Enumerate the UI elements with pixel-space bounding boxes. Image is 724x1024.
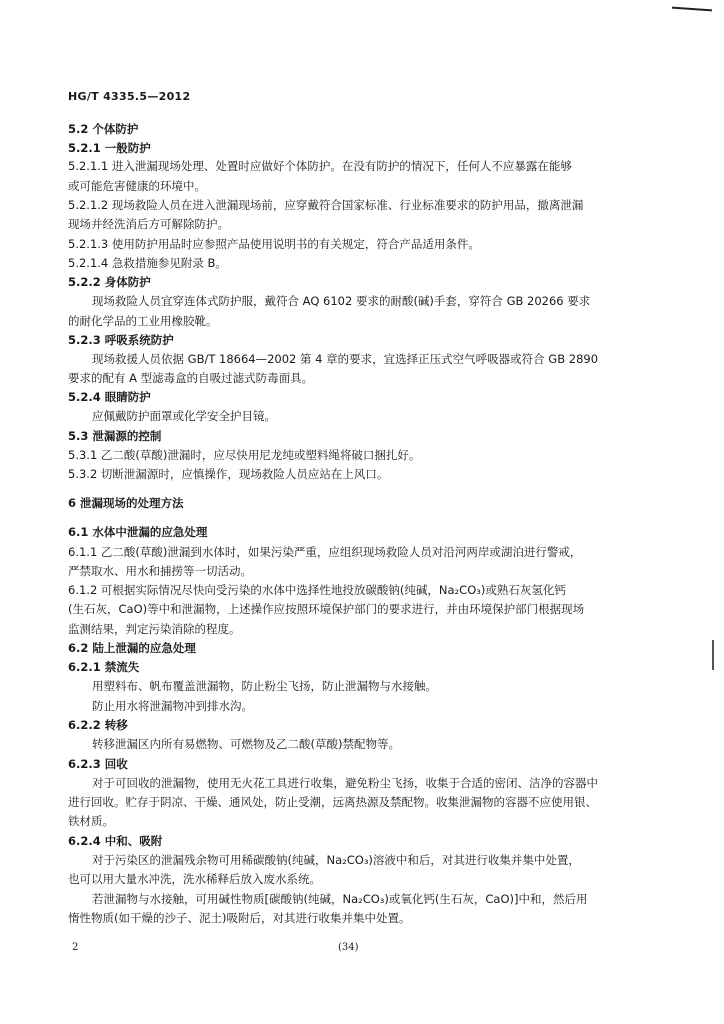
text-line: 5.2.1.2 现场救险人员在进入泄漏现场前，应穿戴符合国家标准、行业标准要求的防护用品，撤离泄漏 — [68, 198, 584, 212]
heading-5-2-4: 5.2.4 眼睛防护 — [68, 390, 151, 404]
text-line: 的耐化学品的工业用橡胶靴。 — [68, 314, 218, 328]
text-line: 也可以用大量水冲洗，洗水稀释后放入废水系统。 — [68, 872, 321, 886]
text-line: 进行回收。贮存于阴凉、干燥、通风处，防止受潮，远离热源及禁配物。收集泄漏物的容器不应使用银、 — [68, 795, 597, 809]
text-line: 5.3.1 乙二酸(草酸)泄漏时，应尽快用尼龙纯或塑料绳将破口捆扎好。 — [68, 448, 421, 462]
standard-code: HG/T 4335.5—2012 — [68, 90, 191, 103]
heading-5-2-2: 5.2.2 身体防护 — [68, 275, 151, 289]
heading-6-2-2: 6.2.2 转移 — [68, 718, 128, 732]
text-line: 严禁取水、用水和捕捞等一切活动。 — [68, 564, 252, 578]
heading-5-2-3: 5.2.3 呼吸系统防护 — [68, 333, 174, 347]
text-line: 现场并经洗消后方可解除防护。 — [68, 217, 229, 231]
heading-6-1: 6.1 水体中泄漏的应急处理 — [68, 525, 208, 539]
scan-mark-right-edge — [712, 640, 714, 670]
heading-6-2: 6.2 陆上泄漏的应急处理 — [68, 641, 196, 655]
text-line: 用塑料布、帆布覆盖泄漏物，防止粉尘飞扬，防止泄漏物与水接触。 — [92, 679, 437, 693]
heading-6-2-4: 6.2.4 中和、吸附 — [68, 834, 163, 848]
page-number-left: 2 — [72, 942, 79, 953]
text-line: 6.1.1 乙二酸(草酸)泄漏到水体时，如果污染严重，应组织现场救险人员对沿河两岸或湖泊进行警戒， — [68, 545, 582, 559]
text-line: 铁材质。 — [68, 814, 114, 828]
heading-6-2-3: 6.2.3 回收 — [68, 757, 128, 771]
text-line: 转移泄漏区内所有易燃物、可燃物及乙二酸(草酸)禁配物等。 — [92, 737, 400, 751]
text-line: 惰性物质(如干燥的沙子、泥土)吸附后，对其进行收集并集中处置。 — [68, 911, 411, 925]
text-line: 若泄漏物与水接触，可用碱性物质[碳酸钠(纯碱，Na₂CO₃)或氧化钙(生石灰，CaO)]中和，然后用 — [92, 892, 588, 906]
text-line: 应佩戴防护面罩或化学安全护目镜。 — [92, 409, 276, 423]
heading-6-2-1: 6.2.1 禁流失 — [68, 660, 140, 674]
text-line: 5.2.1.3 使用防护用品时应参照产品使用说明书的有关规定，符合产品适用条件。 — [68, 237, 480, 251]
text-line: 要求的配有 A 型滤毒盒的自吸过滤式防毒面具。 — [68, 371, 314, 385]
text-line: 6.1.2 可根据实际情况尽快向受污染的水体中选择性地投放碳酸钠(纯碱，Na₂CO₃)或熟石灰氢化钙 — [68, 583, 566, 597]
text-line: 5.2.1.1 进入泄漏现场处理、处置时应做好个体防护。在没有防护的情况下，任何人不应暴露在能够 — [68, 159, 572, 173]
text-line: 现场救险人员宜穿连体式防护服，戴符合 AQ 6102 要求的耐酸(碱)手套，穿符合 GB 20266 要求 — [92, 294, 591, 308]
heading-5-2: 5.2 个体防护 — [68, 122, 139, 136]
text-line: 现场救援人员依据 GB/T 18664—2002 第 4 章的要求，宜选择正压式空气呼吸器或符合 GB 2890 — [92, 352, 599, 366]
text-line: 或可能危害健康的环境中。 — [68, 179, 206, 193]
heading-5-3: 5.3 泄漏源的控制 — [68, 429, 162, 443]
text-line: 5.3.2 切断泄漏源时，应慎操作，现场救险人员应站在上风口。 — [68, 467, 389, 481]
text-line: 对于可回收的泄漏物，使用无火花工具进行收集，避免粉尘飞扬，收集于合适的密闭、洁净的容器中 — [92, 776, 598, 790]
text-line: (生石灰，CaO)等中和泄漏物，上述操作应按照环境保护部门的要求进行，并由环境保护部门根据现场 — [68, 602, 585, 616]
page-number-center: (34) — [338, 942, 359, 953]
heading-6: 6 泄漏现场的处理方法 — [68, 496, 184, 510]
text-line: 监测结果，判定污染消除的程度。 — [68, 622, 241, 636]
text-line: 对于污染区的泄漏残余物可用稀碳酸钠(纯碱，Na₂CO₃)溶液中和后，对其进行收集并集中处置， — [92, 853, 580, 867]
text-line: 5.2.1.4 急救措施参见附录 B。 — [68, 256, 227, 270]
heading-5-2-1: 5.2.1 一般防护 — [68, 141, 151, 155]
scan-mark-top-right — [672, 7, 712, 12]
text-line: 防止用水将泄漏物冲到排水沟。 — [92, 699, 253, 713]
